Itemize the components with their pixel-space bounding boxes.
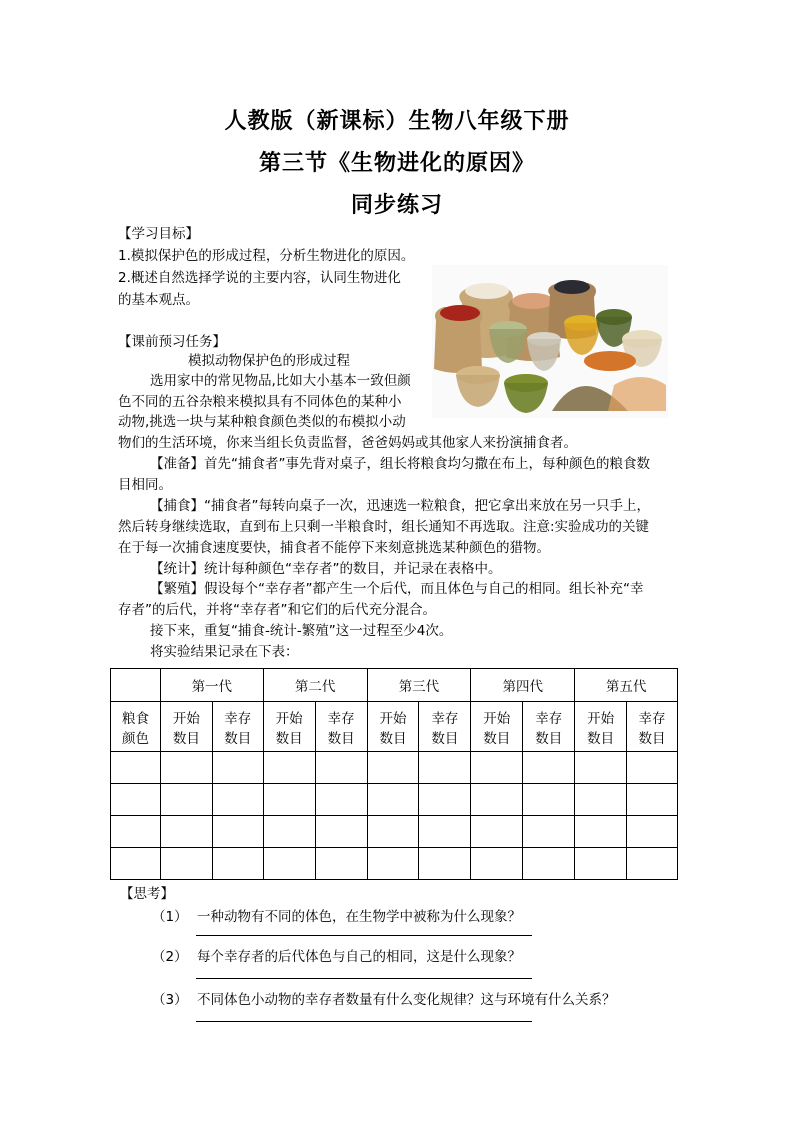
table-row xyxy=(111,848,678,880)
question-2: 每个幸存者的后代体色与自己的相同，这是什么现象？ xyxy=(197,949,521,965)
start-count-header: 开始 数目 xyxy=(263,702,315,752)
table-corner-cell xyxy=(111,669,161,702)
start-count-header: 开始 数目 xyxy=(367,702,419,752)
answer-2-line[interactable] xyxy=(196,978,532,979)
survivor-count-header: 幸存 数目 xyxy=(523,702,575,752)
hunt-line-a: 【捕食】“捕食者”每转向桌子一次，迅速选一粒粮食，把它拿出来放在另一只手上， xyxy=(150,498,650,514)
survivor-count-header: 幸存 数目 xyxy=(315,702,367,752)
generation-header: 第一代 xyxy=(160,669,263,702)
prep-line-a: 【准备】首先“捕食者”事先背对桌子，组长将粮食均匀撒在布上，每种颜色的粮食数 xyxy=(150,456,650,472)
start-count-header: 开始 数目 xyxy=(471,702,523,752)
table-header-row xyxy=(111,669,678,702)
grain-color-header: 粮食 颜色 xyxy=(111,702,161,752)
survivor-count-header: 幸存 数目 xyxy=(627,702,678,752)
preview-p1c: 动物,挑选一块与某种粮食颜色类似的布模拟小动 xyxy=(118,414,406,430)
prep-line-b: 目相同。 xyxy=(118,477,172,493)
survivor-count-header: 幸存 数目 xyxy=(419,702,471,752)
preview-p1b: 色不同的五谷杂粮来模拟具有不同体色的某种小 xyxy=(118,394,402,410)
preview-p1d: 物们的生活环境，你来当组长负责监督，爸爸妈妈或其他家人来扮演捕食者。 xyxy=(118,435,577,451)
subtitle: 同步练习 xyxy=(350,192,443,218)
generation-header: 第三代 xyxy=(367,669,471,702)
think-heading: 【思考】 xyxy=(120,886,174,902)
answer-3-line[interactable] xyxy=(196,1021,532,1022)
preview-subtitle: 模拟动物保护色的形成过程 xyxy=(188,353,350,369)
grains-sacks-image xyxy=(432,265,668,418)
answer-1-line[interactable] xyxy=(196,935,532,936)
preview-heading: 【课前预习任务】 xyxy=(118,334,226,350)
generation-header: 第五代 xyxy=(575,669,678,702)
stat-line: 【统计】统计每种颜色“幸存者”的数目，并记录在表格中。 xyxy=(150,561,502,577)
breed-line-a: 【繁殖】假设每个“幸存者”都产生一个后代，而且体色与自己的相同。组长补充“幸 xyxy=(150,581,644,597)
page-title: 人教版（新课标）生物八年级下册 xyxy=(224,108,570,134)
table-row xyxy=(111,752,678,784)
generation-header: 第四代 xyxy=(471,669,575,702)
question-2-number: （2） xyxy=(152,949,188,965)
breed-line-b: 存者”的后代，并将“幸存者”和它们的后代充分混合。 xyxy=(118,602,436,618)
question-1: 一种动物有不同的体色，在生物学中被称为什么现象？ xyxy=(197,909,521,925)
generation-header: 第二代 xyxy=(263,669,367,702)
objectives-heading: 【学习目标】 xyxy=(118,226,199,242)
question-3: 不同体色小动物的幸存者数量有什么变化规律？这与环境有什么关系？ xyxy=(197,992,616,1008)
survivor-count-header: 幸存 数目 xyxy=(212,702,263,752)
start-count-header: 开始 数目 xyxy=(575,702,627,752)
table-subheader-row xyxy=(111,702,678,752)
section-title: 第三节《生物进化的原因》 xyxy=(258,150,535,176)
objective-2a: 2.概述自然选择学说的主要内容，认同生物进化 xyxy=(118,270,401,286)
objective-1: 1.模拟保护色的形成过程，分析生物进化的原因。 xyxy=(118,248,415,264)
preview-p1a: 选用家中的常见物品,比如大小基本一致但颜 xyxy=(150,373,411,389)
question-3-number: （3） xyxy=(152,992,188,1008)
objective-2b: 的基本观点。 xyxy=(118,292,199,308)
question-1-number: （1） xyxy=(152,909,188,925)
record-line: 将实验结果记录在下表： xyxy=(150,644,299,660)
start-count-header: 开始 数目 xyxy=(160,702,212,752)
table-row xyxy=(111,784,678,816)
table-row xyxy=(111,816,678,848)
hunt-line-c: 在于每一次捕食速度要快，捕食者不能停下来刻意挑选某种颜色的猎物。 xyxy=(118,540,550,556)
hunt-line-b: 然后转身继续选取，直到布上只剩一半粮食时，组长通知不再选取。注意:实验成功的关键 xyxy=(118,519,650,535)
results-table xyxy=(110,668,678,880)
repeat-line: 接下来，重复“捕食-统计-繁殖”这一过程至少4次。 xyxy=(150,623,453,639)
